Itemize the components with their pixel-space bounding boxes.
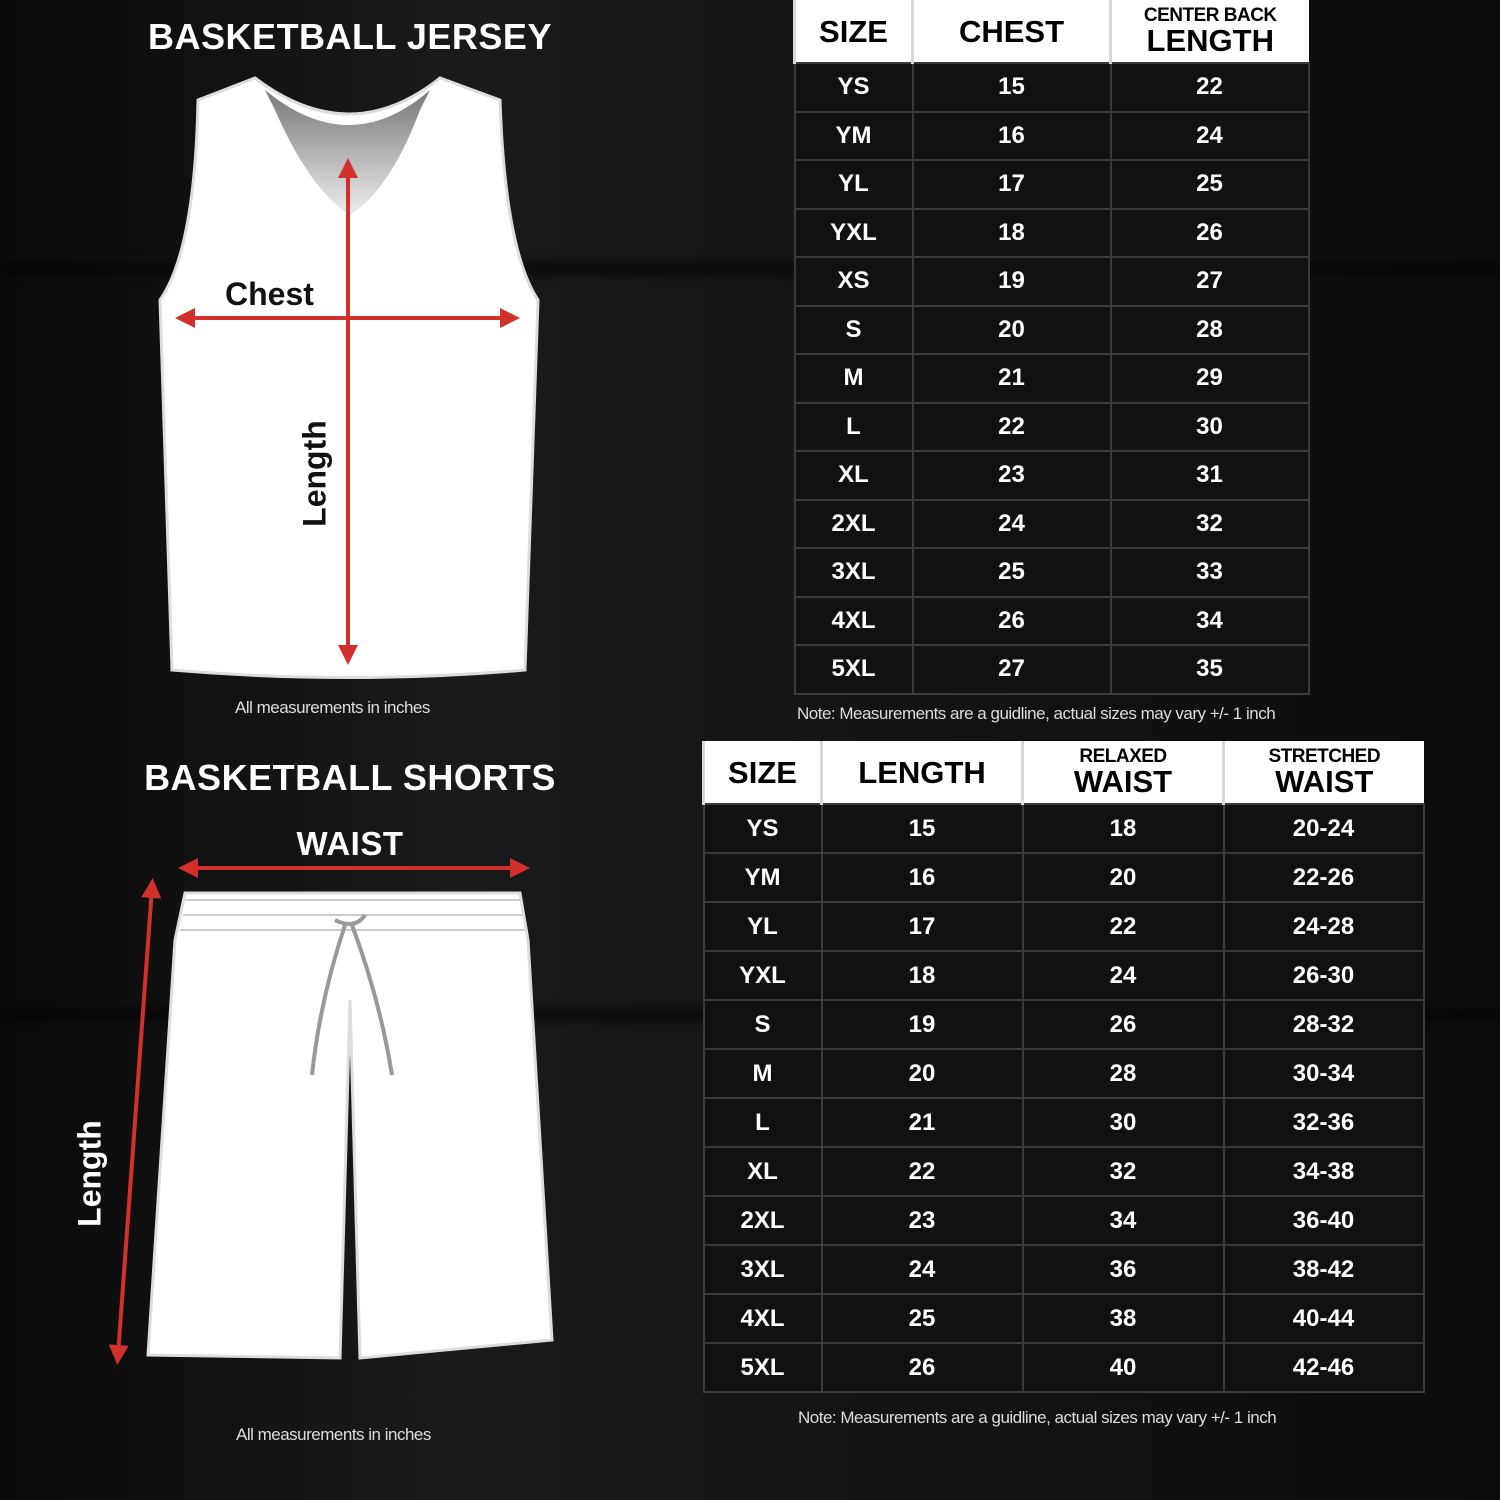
table-row: [704, 1343, 1424, 1392]
column-header-main: LENGTH: [858, 754, 986, 790]
table-cell: 22: [822, 1147, 1023, 1196]
table-cell: M: [795, 354, 913, 403]
column-header-main: CHEST: [958, 13, 1065, 49]
table-row: [795, 112, 1309, 161]
table-cell: 25: [1111, 160, 1309, 209]
jersey-title: BASKETBALL JERSEY: [148, 16, 552, 57]
column-header: [913, 0, 1111, 63]
table-row: [795, 160, 1309, 209]
table-cell: 22: [1023, 902, 1224, 951]
table-cell: 30: [1111, 403, 1309, 452]
table-row: [795, 209, 1309, 258]
column-header-main: WAIST: [1073, 764, 1173, 799]
table-cell: 3XL: [795, 548, 913, 597]
table-cell: 28: [1111, 306, 1309, 355]
table-row: [795, 306, 1309, 355]
table-cell: 5XL: [795, 645, 913, 694]
table-cell: 42-46: [1224, 1343, 1424, 1392]
table-cell: 22: [1111, 63, 1309, 112]
table-cell: YS: [704, 804, 822, 853]
column-header: [795, 0, 913, 63]
table-cell: 34: [1023, 1196, 1224, 1245]
column-header-main: SIZE: [728, 754, 797, 790]
table-row: [704, 1294, 1424, 1343]
table-row: [704, 1245, 1424, 1294]
table-cell: 38: [1023, 1294, 1224, 1343]
table-cell: 26: [822, 1343, 1023, 1392]
shorts-footnote: All measurements in inches: [236, 1425, 431, 1444]
table-cell: 24: [822, 1245, 1023, 1294]
table-cell: 24: [1111, 112, 1309, 161]
table-cell: 40-44: [1224, 1294, 1424, 1343]
table-cell: 4XL: [704, 1294, 822, 1343]
table-row: [704, 951, 1424, 1000]
column-header-sub: CENTER BACK: [1143, 5, 1277, 26]
table-cell: 21: [822, 1098, 1023, 1147]
column-header: [1224, 741, 1424, 804]
table-cell: S: [704, 1000, 822, 1049]
jersey-size-table: [793, 0, 1310, 695]
table-cell: 32: [1111, 500, 1309, 549]
table-cell: 18: [913, 209, 1111, 258]
column-header-main: LENGTH: [1146, 23, 1274, 58]
table-row: [795, 257, 1309, 306]
table-cell: 28-32: [1224, 1000, 1424, 1049]
table-row: [704, 853, 1424, 902]
table-row: [795, 597, 1309, 646]
table-cell: YS: [795, 63, 913, 112]
table-row: [704, 1196, 1424, 1245]
table-cell: 24-28: [1224, 902, 1424, 951]
table-cell: 26: [913, 597, 1111, 646]
table-cell: 30: [1023, 1098, 1224, 1147]
table-cell: 24: [913, 500, 1111, 549]
table-cell: 32: [1023, 1147, 1224, 1196]
column-header-sub: RELAXED: [1079, 746, 1167, 767]
shorts-title: BASKETBALL SHORTS: [144, 757, 556, 798]
shorts-length-arrow: [118, 888, 152, 1355]
table-cell: 23: [822, 1196, 1023, 1245]
table-row: [704, 1000, 1424, 1049]
table-cell: XL: [704, 1147, 822, 1196]
table-cell: XL: [795, 451, 913, 500]
table-cell: 25: [913, 548, 1111, 597]
table-cell: 27: [1111, 257, 1309, 306]
table-cell: 36: [1023, 1245, 1224, 1294]
table-row: [795, 451, 1309, 500]
shorts-note: Note: Measurements are a guidline, actual sizes may vary +/- 1 inch: [798, 1408, 1277, 1427]
table-cell: 2XL: [795, 500, 913, 549]
table-row: [795, 403, 1309, 452]
table-cell: 26: [1111, 209, 1309, 258]
table-cell: 2XL: [704, 1196, 822, 1245]
table-cell: 34-38: [1224, 1147, 1424, 1196]
table-cell: YL: [795, 160, 913, 209]
table-row: [704, 902, 1424, 951]
table-cell: 25: [822, 1294, 1023, 1343]
table-cell: 33: [1111, 548, 1309, 597]
table-cell: 19: [822, 1000, 1023, 1049]
table-cell: 20: [913, 306, 1111, 355]
table-cell: 22: [913, 403, 1111, 452]
table-cell: 28: [1023, 1049, 1224, 1098]
table-cell: 16: [822, 853, 1023, 902]
table-row: [795, 63, 1309, 112]
table-cell: 17: [913, 160, 1111, 209]
shorts-length-label: Length: [71, 1120, 108, 1227]
table-cell: 5XL: [704, 1343, 822, 1392]
column-header-main: WAIST: [1275, 764, 1374, 799]
table-cell: 4XL: [795, 597, 913, 646]
table-cell: YM: [704, 853, 822, 902]
table-row: [704, 1147, 1424, 1196]
table-cell: 38-42: [1224, 1245, 1424, 1294]
table-cell: 19: [913, 257, 1111, 306]
table-cell: 34: [1111, 597, 1309, 646]
table-cell: YL: [704, 902, 822, 951]
table-cell: 27: [913, 645, 1111, 694]
shorts-size-table: [702, 741, 1425, 1393]
table-cell: 20: [822, 1049, 1023, 1098]
table-cell: YXL: [795, 209, 913, 258]
length-label: Length: [296, 420, 333, 527]
jersey-note: Note: Measurements are a guidline, actual sizes may vary +/- 1 inch: [797, 704, 1276, 723]
table-cell: 15: [822, 804, 1023, 853]
table-cell: 26: [1023, 1000, 1224, 1049]
table-cell: 30-34: [1224, 1049, 1424, 1098]
chest-label: Chest: [225, 276, 314, 312]
table-cell: 26-30: [1224, 951, 1424, 1000]
table-cell: 17: [822, 902, 1023, 951]
table-cell: L: [704, 1098, 822, 1147]
table-row: [704, 1098, 1424, 1147]
column-header: [822, 741, 1023, 804]
table-cell: 20: [1023, 853, 1224, 902]
table-row: [795, 645, 1309, 694]
table-cell: 20-24: [1224, 804, 1424, 853]
table-cell: 23: [913, 451, 1111, 500]
jersey-footnote: All measurements in inches: [235, 698, 430, 717]
column-header-main: SIZE: [819, 13, 888, 49]
column-header: [1111, 0, 1309, 63]
table-cell: M: [704, 1049, 822, 1098]
table-cell: YXL: [704, 951, 822, 1000]
table-cell: L: [795, 403, 913, 452]
table-cell: XS: [795, 257, 913, 306]
table-cell: 40: [1023, 1343, 1224, 1392]
table-cell: 16: [913, 112, 1111, 161]
table-cell: S: [795, 306, 913, 355]
table-cell: 18: [822, 951, 1023, 1000]
table-row: [795, 500, 1309, 549]
table-row: [795, 548, 1309, 597]
table-cell: 29: [1111, 354, 1309, 403]
table-cell: YM: [795, 112, 913, 161]
column-header-sub: STRETCHED: [1268, 746, 1381, 767]
column-header: [1023, 741, 1224, 804]
shorts-illustration: [118, 868, 552, 1358]
table-cell: 24: [1023, 951, 1224, 1000]
table-cell: 21: [913, 354, 1111, 403]
waist-label: WAIST: [296, 825, 404, 862]
table-row: [704, 1049, 1424, 1098]
table-cell: 18: [1023, 804, 1224, 853]
jersey-illustration: [160, 78, 538, 678]
table-cell: 15: [913, 63, 1111, 112]
table-cell: 22-26: [1224, 853, 1424, 902]
table-row: [795, 354, 1309, 403]
table-row: [704, 804, 1424, 853]
table-cell: 31: [1111, 451, 1309, 500]
table-cell: 32-36: [1224, 1098, 1424, 1147]
table-cell: 35: [1111, 645, 1309, 694]
table-cell: 36-40: [1224, 1196, 1424, 1245]
table-cell: 3XL: [704, 1245, 822, 1294]
column-header: [704, 741, 822, 804]
